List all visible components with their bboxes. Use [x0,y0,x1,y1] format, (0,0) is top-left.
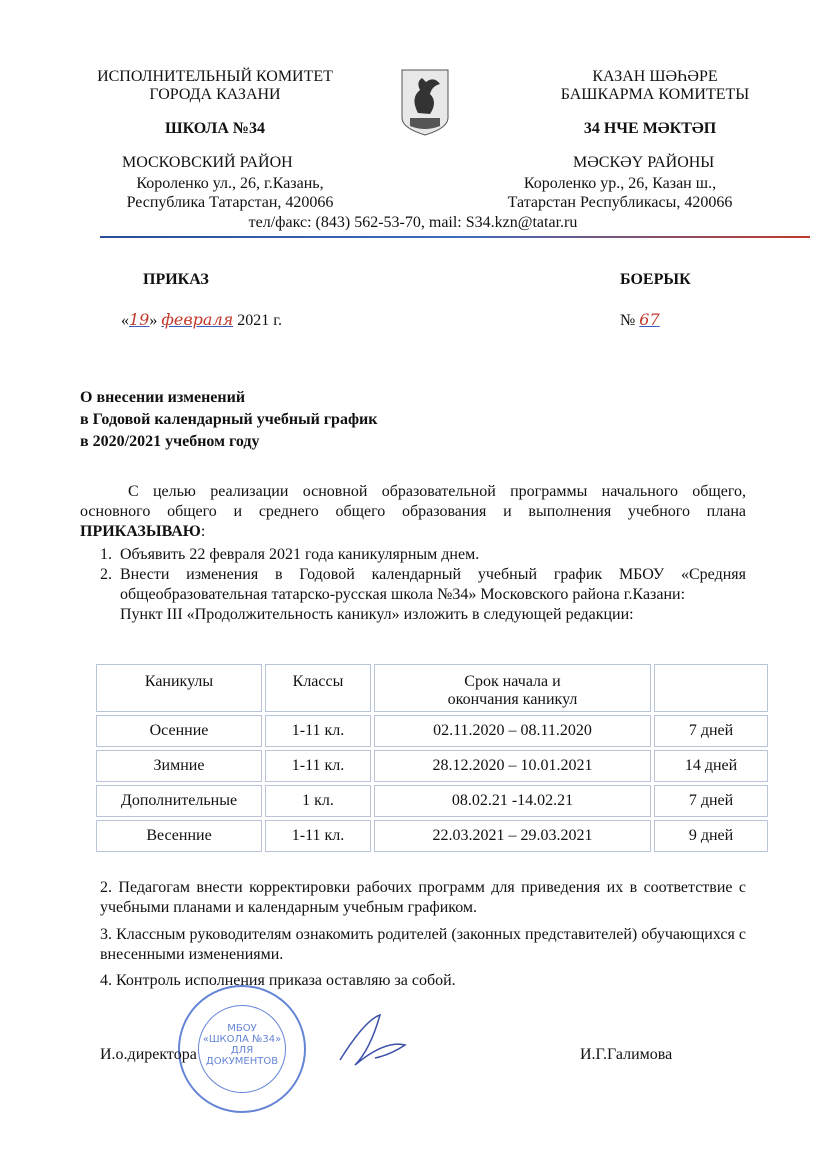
order-subject [80,387,377,453]
vacation-table [93,661,771,855]
header-left [60,68,370,104]
address-line: Республика Татарстан, 420066 [126,194,334,211]
signer-name: И.Г.Галимова [580,1046,673,1063]
stamp-text: МБОУ [227,1023,257,1034]
table-cell: 1-11 кл. [265,715,371,747]
org-city-tt: БАШКАРМА КОМИТЕТЫ [560,86,750,103]
header-right [490,68,820,104]
table-row [96,715,768,747]
list-item [100,545,746,565]
paragraph-3: 3. Классным руководителям ознакомить родителей (законных представителей) обучающихся с внесенными изменениями. [100,926,746,963]
quote: » [149,312,158,329]
header-divider [100,236,810,238]
list-subtext: Пункт III «Продолжительность каникул» изложить в следующей редакции: [120,606,634,623]
quote: « [121,312,129,329]
order-word: ПРИКАЗЫВАЮ [80,523,201,540]
school-name-tt: 34 НЧЕ МӘКТӘП [583,120,717,137]
address-left [105,174,355,212]
subject-line: в 2020/2021 учебном году [80,433,260,450]
signer-position: И.о.директора [100,1046,197,1063]
date-year: 2021 г. [237,312,282,329]
number-label: № [620,312,636,329]
coat-of-arms-emblem [400,68,450,136]
table-cell: 7 дней [654,715,768,747]
address-line: Татарстан Республикасы, 420066 [507,194,733,211]
order-number [620,310,660,330]
address-line: Короленко ул., 26, г.Казань, [136,175,324,192]
punct: : [200,523,206,540]
contact-line: тел/факс: (843) 562-53-70, mail: S34.kzn@tatar.ru [248,214,578,231]
table-cell: Весенние [96,820,262,852]
table-row [96,820,768,852]
list-text: Объявить 22 февраля 2021 года каникулярным днем. [120,546,480,563]
address-line: Короленко ур., 26, Казан ш., [523,175,717,192]
table-cell: 1-11 кл. [265,820,371,852]
table-cell: Осенние [96,715,262,747]
header-cell: Срок начала и окончания каникул [374,664,651,712]
paragraph-4: 4. Контроль исполнения приказа оставляю за собой. [100,972,456,989]
list-item [100,565,746,605]
table-cell: 1 кл. [265,785,371,817]
order-list [100,545,746,625]
list-text: Внести изменения в Годовой календарный учебный график МБОУ «Средняя общеобразовательная татарско-русская школа №34» Московского района г.Казани: [120,566,746,603]
table-cell: 1-11 кл. [265,750,371,782]
paragraph-2: 2. Педагогам внести корректировки рабочих программ для приведения их в соответствие с учебными планами и календарным учебным графиком. [100,879,746,916]
table-cell: 22.03.2021 – 29.03.2021 [374,820,651,852]
org-name: ИСПОЛНИТЕЛЬНЫЙ КОМИТЕТ [97,68,333,85]
intro-paragraph [80,482,746,542]
table-row [96,750,768,782]
list-number: 2. [100,566,112,583]
order-title-tt: БОЕРЫК [620,271,691,288]
list-number: 1. [100,546,112,563]
table-row [96,785,768,817]
org-city: ГОРОДА КАЗАНИ [149,86,281,103]
table-cell: 9 дней [654,820,768,852]
district-tt: МӘСКӘҮ РАЙОНЫ [573,154,715,171]
header-cell: Каникулы [96,664,262,712]
table-cell: 14 дней [654,750,768,782]
school-name: ШКОЛА №34 [165,120,265,137]
stamp-inner-ring [198,1005,286,1093]
handwritten-signature [335,1010,415,1075]
official-stamp [178,985,306,1113]
header-cell: Классы [265,664,371,712]
order-date [121,310,282,330]
table-header-row [96,664,768,712]
number-value: 67 [639,310,660,329]
subject-line: в Годовой календарный учебный график [80,411,378,428]
header-cell [654,664,768,712]
table-cell: 7 дней [654,785,768,817]
subject-line: О внесении изменений [80,389,246,406]
order-title-ru: ПРИКАЗ [143,271,209,288]
stamp-text: ДОКУМЕНТОВ [205,1056,279,1067]
stamp-text: «ШКОЛА №34» [202,1034,282,1045]
stamp-text: ДЛЯ [230,1045,254,1056]
table-cell: Дополнительные [96,785,262,817]
date-month: февраля [161,310,234,329]
org-name-tt: КАЗАН ШӘҺӘРЕ [592,68,718,85]
table-cell: 02.11.2020 – 08.11.2020 [374,715,651,747]
date-day: 19 [129,310,150,329]
table-cell: 08.02.21 -14.02.21 [374,785,651,817]
address-right [470,174,770,212]
intro-text: С целью реализации основной образовательной программы начального общего, основного общего и среднего общего образования и выполнения учебного плана [80,483,746,520]
district: МОСКОВСКИЙ РАЙОН [122,154,293,171]
table-cell: Зимние [96,750,262,782]
table-cell: 28.12.2020 – 10.01.2021 [374,750,651,782]
